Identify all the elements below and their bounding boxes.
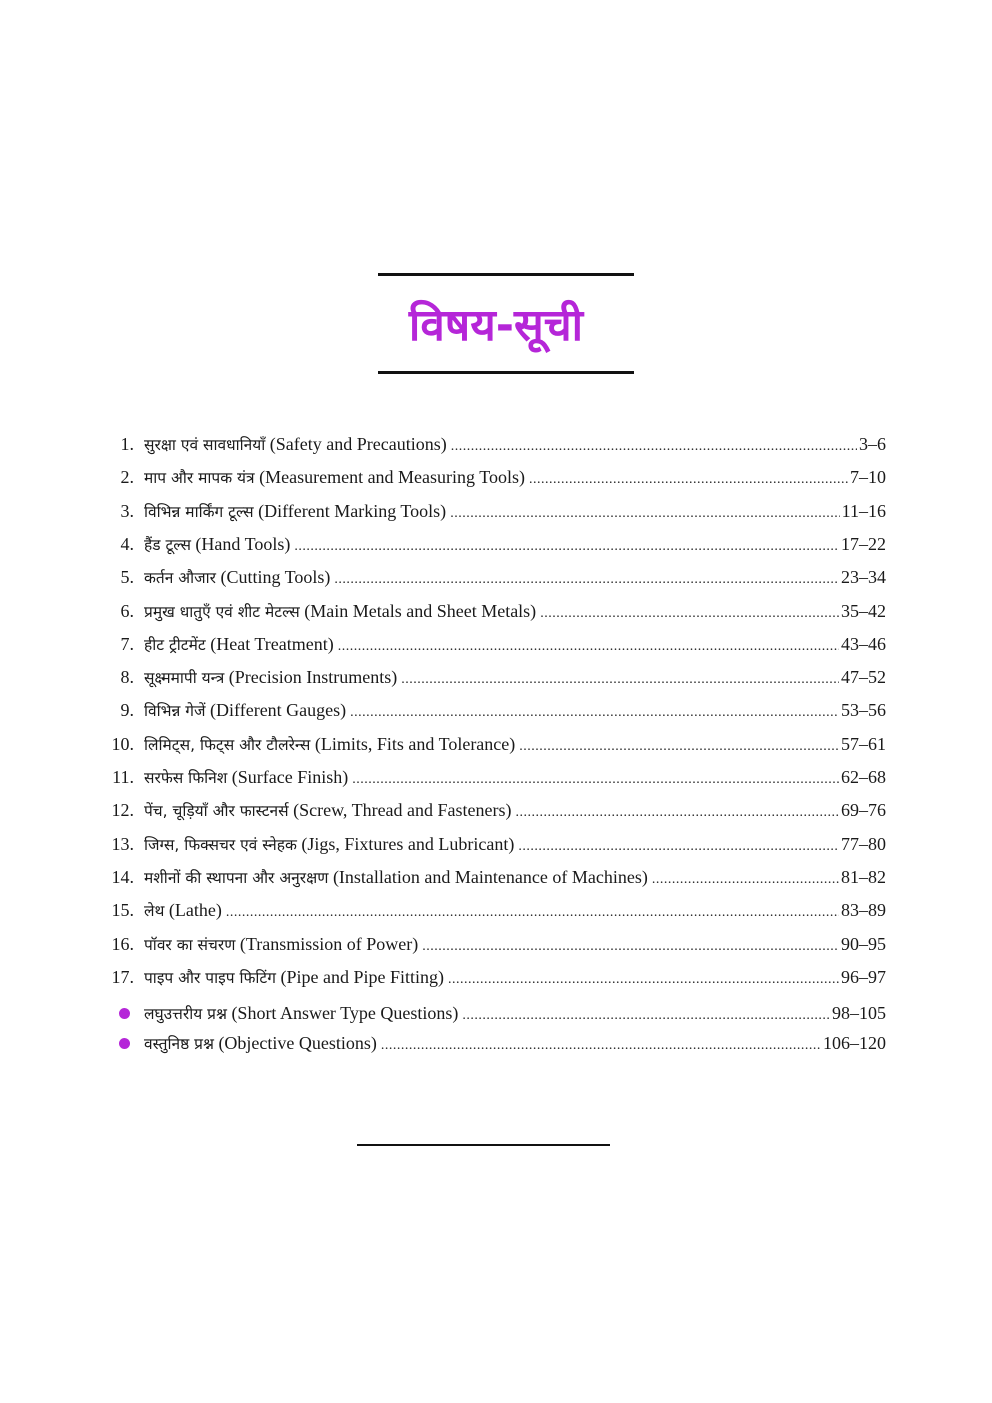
- toc-page-range: 35–42: [841, 600, 886, 621]
- dot-leader: [350, 696, 839, 729]
- dot-leader: [516, 796, 839, 829]
- toc-row: [100, 928, 886, 961]
- toc-row: [100, 461, 886, 494]
- bullet-icon: [100, 1008, 134, 1019]
- toc-label: [144, 461, 525, 495]
- toc-page-range: 47–52: [841, 667, 886, 688]
- toc-label: [144, 428, 447, 462]
- toc-number: 6.: [120, 600, 134, 621]
- toc-label: [144, 628, 334, 662]
- toc-hindi-title: माप और मापक यंत्र: [144, 469, 255, 488]
- toc-row: [100, 861, 886, 894]
- toc-hindi-title: लिमिट्स, फिट्स और टौलरेन्स: [144, 735, 311, 754]
- toc-label: [144, 794, 512, 828]
- toc-english-title: (Installation and Maintenance of Machines): [332, 866, 648, 887]
- toc-number: 4.: [120, 533, 134, 554]
- toc-page-range: 77–80: [841, 833, 886, 854]
- dot-leader: [451, 430, 857, 463]
- toc-number: 12.: [111, 800, 134, 821]
- dot-leader: [529, 463, 848, 496]
- toc-label: [144, 661, 397, 695]
- dot-leader: [518, 830, 839, 863]
- toc-number: 15.: [111, 900, 134, 921]
- dot-leader: [381, 1029, 821, 1062]
- toc-hindi-title: पाइप और पाइप फिटिंग: [144, 968, 276, 987]
- toc-hindi-title: हीट ट्रीटमेंट: [144, 635, 206, 654]
- toc-page-range: 23–34: [841, 567, 886, 588]
- toc-hindi-title: विभिन्न मार्किंग टूल्स: [144, 502, 254, 521]
- toc-hindi-title: मशीनों की स्थापना और अनुरक्षण: [144, 868, 329, 887]
- toc-number: 3.: [120, 500, 134, 521]
- toc-english-title: (Main Metals and Sheet Metals): [304, 600, 537, 621]
- toc-number: 10.: [111, 733, 134, 754]
- toc-page-range: 3–6: [859, 434, 886, 454]
- toc-english-title: (Screw, Thread and Fasteners): [293, 800, 512, 821]
- toc-english-title: (Jigs, Fixtures and Lubricant): [301, 833, 515, 854]
- toc-label: [144, 1027, 377, 1061]
- toc-hindi-title: सूक्ष्ममापी यन्त्र: [144, 669, 225, 688]
- toc-hindi-title: लेथ: [144, 902, 165, 921]
- toc-label: [144, 528, 290, 562]
- toc-hindi-title: वस्तुनिष्ठ प्रश्न: [144, 1035, 214, 1054]
- toc-label: [144, 561, 330, 595]
- toc-english-title: (Precision Instruments): [228, 667, 398, 688]
- toc-label: [144, 928, 418, 962]
- toc-english-title: (Lathe): [168, 900, 222, 921]
- toc-page-range: 90–95: [841, 933, 886, 954]
- bullet-icon: [100, 1038, 134, 1049]
- toc-english-title: (Heat Treatment): [210, 633, 334, 654]
- dot-leader: [401, 663, 839, 696]
- toc-number: 16.: [111, 933, 134, 954]
- toc-page-range: 106–120: [823, 1033, 886, 1054]
- toc-hindi-title: जिग्स, फिक्सचर एवं स्नेहक: [144, 835, 297, 854]
- toc-page-range: 17–22: [841, 533, 886, 554]
- toc-extra-row: [100, 997, 886, 1030]
- dot-leader: [652, 863, 839, 896]
- toc-page-range: 81–82: [841, 866, 886, 887]
- toc-page-range: 53–56: [841, 700, 886, 721]
- toc-label: [144, 997, 458, 1031]
- toc-page-range: 62–68: [841, 767, 886, 787]
- toc-hindi-title: कर्तन औजार: [144, 569, 216, 588]
- toc-english-title: (Hand Tools): [195, 533, 291, 554]
- toc-row: [100, 694, 886, 727]
- dot-leader: [352, 763, 839, 796]
- toc-page-range: 98–105: [832, 1003, 886, 1024]
- dot-leader: [422, 930, 839, 963]
- end-rule: [357, 1144, 610, 1146]
- toc-number: 14.: [111, 866, 134, 887]
- toc-english-title: (Objective Questions): [218, 1033, 377, 1054]
- toc-label: [144, 495, 446, 529]
- toc-english-title: (Short Answer Type Questions): [231, 1003, 459, 1024]
- toc-label: [144, 595, 536, 629]
- toc-row: [100, 495, 886, 528]
- toc-label: [144, 728, 515, 762]
- toc-english-title: (Safety and Precautions): [269, 434, 447, 454]
- toc-number: 5.: [120, 567, 134, 588]
- toc-label: [144, 861, 648, 895]
- toc-label: [144, 761, 348, 795]
- toc-page-range: 43–46: [841, 633, 886, 654]
- toc-row: [100, 761, 886, 794]
- dot-leader: [226, 896, 839, 929]
- toc-hindi-title: लघुउत्तरीय प्रश्न: [144, 1005, 227, 1024]
- dot-leader: [519, 730, 839, 763]
- toc-hindi-title: सरफेस फिनिश: [144, 769, 228, 787]
- toc-number: 11.: [112, 767, 134, 787]
- toc-number: 1.: [120, 434, 134, 454]
- title-bottom-rule: [378, 371, 634, 374]
- bullet-dot-icon: [119, 1038, 130, 1049]
- toc-number: 17.: [111, 966, 134, 987]
- toc-row: [100, 428, 886, 461]
- dot-leader: [294, 530, 839, 563]
- toc-extra-row: [100, 1027, 886, 1060]
- toc-english-title: (Different Gauges): [210, 700, 347, 721]
- toc-label: [144, 961, 444, 995]
- toc-page-range: 96–97: [841, 966, 886, 987]
- toc-hindi-title: पॉवर का संचरण: [144, 935, 236, 954]
- toc-label: [144, 694, 346, 728]
- toc-hindi-title: पेंच, चूड़ियाँ और फास्टनर्स: [144, 802, 289, 821]
- title-top-rule: [378, 273, 634, 276]
- toc-page-range: 11–16: [841, 500, 886, 521]
- bullet-dot-icon: [119, 1008, 130, 1019]
- dot-leader: [450, 497, 839, 530]
- toc-english-title: (Limits, Fits and Tolerance): [314, 733, 516, 754]
- toc-row: [100, 794, 886, 827]
- dot-leader: [334, 563, 839, 596]
- toc-row: [100, 628, 886, 661]
- dot-leader: [540, 597, 839, 630]
- toc-hindi-title: विभिन्न गेजें: [144, 702, 206, 721]
- toc-english-title: (Cutting Tools): [220, 567, 331, 588]
- toc-row: [100, 961, 886, 994]
- toc-english-title: (Pipe and Pipe Fitting): [280, 966, 444, 987]
- toc-number: 13.: [111, 833, 134, 854]
- toc-row: [100, 828, 886, 861]
- page-title: विषय-सूची: [408, 300, 584, 351]
- toc-number: 2.: [120, 467, 134, 488]
- toc-page-range: 57–61: [841, 733, 886, 754]
- toc-label: [144, 828, 514, 862]
- toc-hindi-title: प्रमुख धातुएँ एवं शीट मेटल्स: [144, 602, 300, 621]
- toc-page-range: 69–76: [841, 800, 886, 821]
- toc-row: [100, 894, 886, 927]
- toc-hindi-title: हैंड टूल्स: [144, 535, 191, 554]
- toc-hindi-title: सुरक्षा एवं सावधानियाँ: [144, 436, 266, 454]
- toc-english-title: (Measurement and Measuring Tools): [259, 467, 525, 488]
- toc-number: 7.: [120, 633, 134, 654]
- toc-english-title: (Different Marking Tools): [258, 500, 447, 521]
- toc-number: 8.: [120, 667, 134, 688]
- toc-row: [100, 661, 886, 694]
- toc-english-title: (Transmission of Power): [239, 933, 419, 954]
- toc-label: [144, 894, 222, 928]
- toc-row: [100, 561, 886, 594]
- dot-leader: [338, 630, 839, 663]
- toc-number: 9.: [120, 700, 134, 721]
- toc-english-title: (Surface Finish): [231, 767, 349, 787]
- toc-row: [100, 528, 886, 561]
- toc-row: [100, 595, 886, 628]
- dot-leader: [448, 963, 839, 996]
- toc-page-range: 83–89: [841, 900, 886, 921]
- toc-page-range: 7–10: [850, 467, 886, 488]
- toc-row: [100, 728, 886, 761]
